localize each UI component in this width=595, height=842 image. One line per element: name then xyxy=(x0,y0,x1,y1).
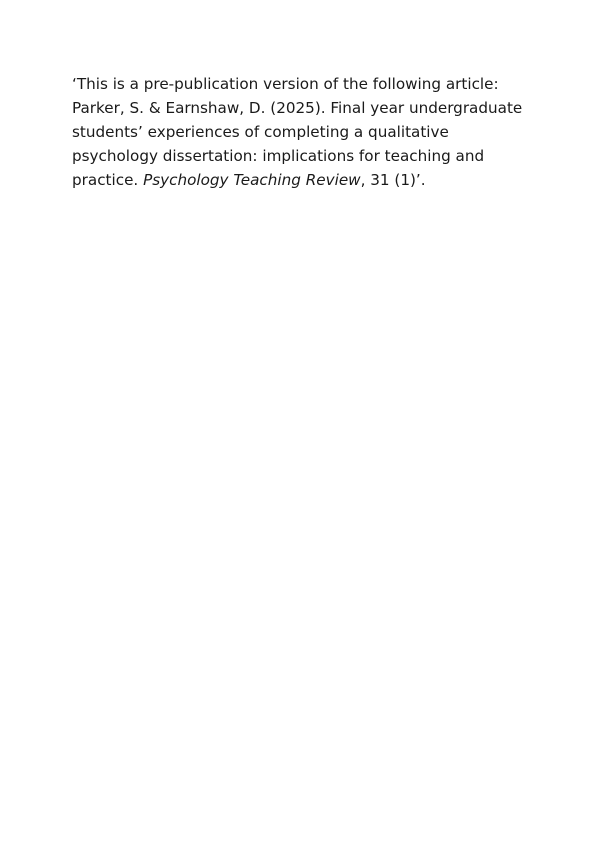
journal-title: Psychology Teaching Review xyxy=(143,171,361,189)
pre-publication-notice xyxy=(72,72,534,192)
volume-issue: , 31 (1)’. xyxy=(360,171,426,189)
notice-text: ‘This is a pre-publication version of the following article: Parker, S. & Earnshaw, D. (2025). Final year undergraduate students’ experiences of completing a qualitative psychology dissertation: implications for teaching and practice. xyxy=(72,75,523,189)
